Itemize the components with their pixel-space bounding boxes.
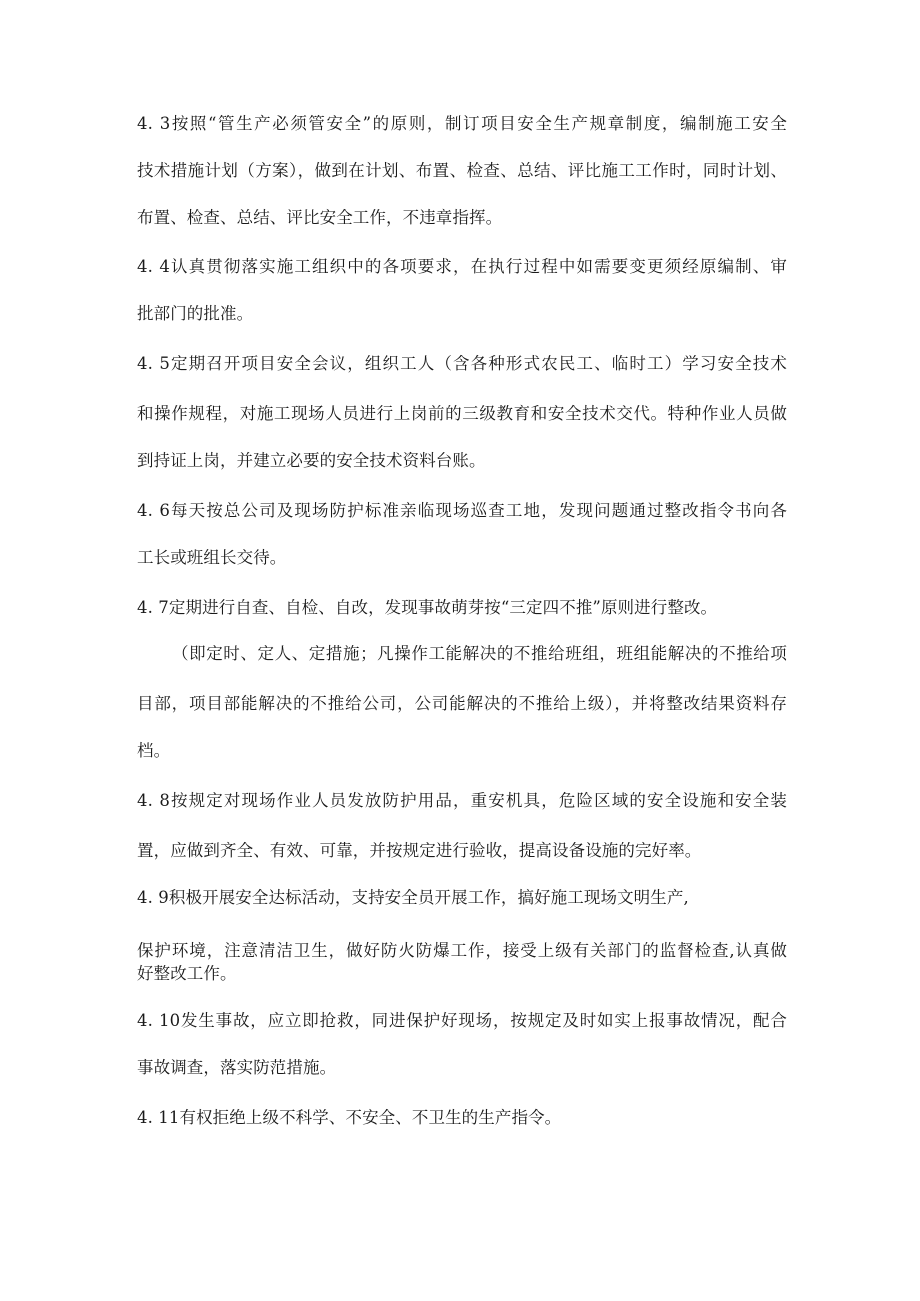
section-4-3-line-1: 4. 3按照“管生产必须管安全”的原则，制订项目安全生产规章制度，编制施工安全 — [137, 114, 787, 133]
section-4-3-line-3: 布置、检查、总结、评比安全工作，不违章指挥。 — [137, 208, 503, 227]
section-4-7-note-line-1: （即定时、定人、定措施；凡操作工能解决的不推给班组，班组能解决的不推给项 — [172, 644, 787, 663]
section-4-9-line-2: 保护环境，注意清洁卫生，做好防火防爆工作，接受上级有关部门的监督检查,认真做 — [137, 941, 787, 960]
section-4-8-line-2: 置，应做到齐全、有效、可靠，并按规定进行验收，提高设备设施的完好率。 — [137, 841, 702, 860]
section-4-4-line-1: 4. 4认真贯彻落实施工组织中的各项要求，在执行过程中如需要变更须经原编制、审 — [137, 257, 787, 276]
section-4-7-note-line-2: 目部，项目部能解决的不推给公司，公司能解决的不推给上级），并将整改结果资料存 — [137, 694, 787, 713]
section-4-7-line-1: 4. 7定期进行自查、自检、自改，发现事故萌芽按“三定四不推”原则进行整改。 — [137, 598, 718, 617]
section-4-11-line-1: 4. 11有权拒绝上级不科学、不安全、不卫生的生产指令。 — [137, 1108, 562, 1127]
section-4-7-note-line-3: 档。 — [137, 741, 171, 760]
section-4-9-line-1: 4. 9积极开展安全达标活动，支持安全员开展工作，搞好施工现场文明生产, — [137, 888, 689, 907]
section-4-8-line-1: 4. 8按规定对现场作业人员发放防护用品，重安机具，危险区域的安全设施和安全装 — [137, 791, 787, 810]
section-4-6-line-1: 4. 6每天按总公司及现场防护标准亲临现场巡查工地，发现问题通过整改指令书向各 — [137, 501, 787, 520]
section-4-10-line-2: 事故调查，落实防范措施。 — [137, 1058, 337, 1077]
section-4-6-line-2: 工长或班组长交待。 — [137, 548, 287, 567]
section-4-9-line-3: 好整改工作。 — [137, 964, 237, 983]
section-4-10-line-1: 4. 10发生事故，应立即抢救，同进保护好现场，按规定及时如实上报事故情况，配合 — [137, 1011, 787, 1030]
section-4-3-line-2: 技术措施计划（方案），做到在计划、布置、检查、总结、评比施工工作时，同时计划、 — [137, 161, 787, 180]
section-4-5-line-1: 4. 5定期召开项目安全会议，组织工人（含各种形式农民工、临时工）学习安全技术 — [137, 354, 787, 373]
section-4-5-line-2: 和操作规程，对施工现场人员进行上岗前的三级教育和安全技术交代。特种作业人员做 — [137, 404, 787, 423]
section-4-5-line-3: 到持证上岗，并建立必要的安全技术资料台账。 — [137, 451, 486, 470]
section-4-4-line-2: 批部门的批准。 — [137, 304, 254, 323]
